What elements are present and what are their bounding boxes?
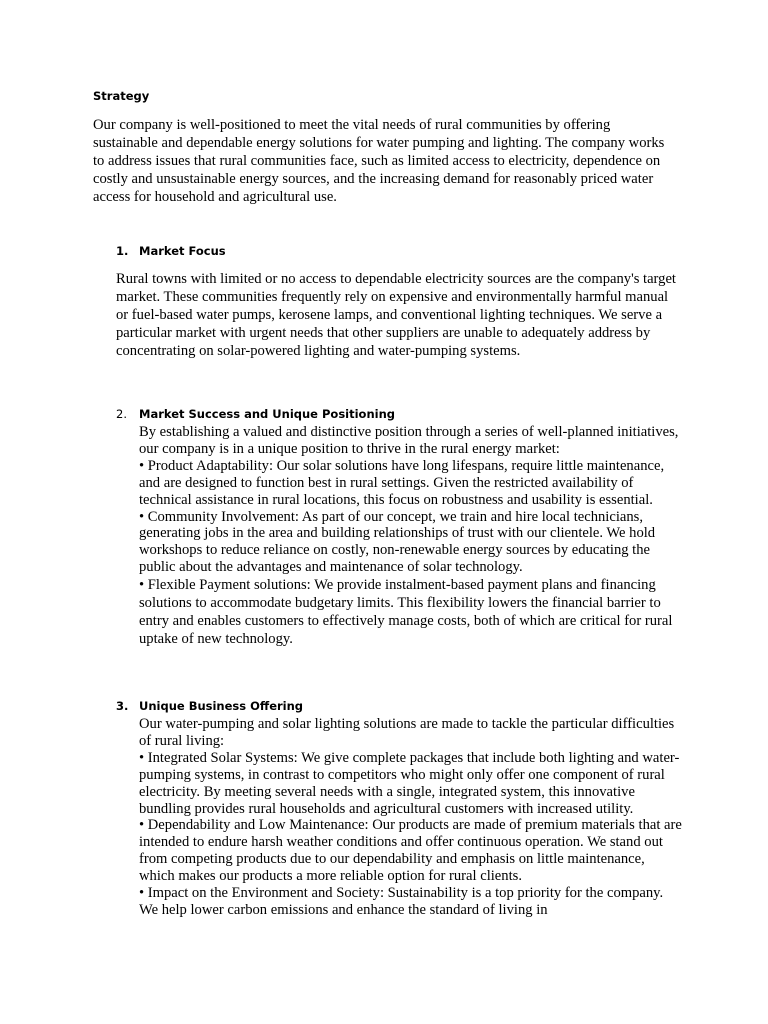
section-intro: Our water-pumping and solar lighting solutions are made to tackle the particular difficulties of rural living: [139, 716, 675, 749]
section-paragraph-market-focus: Rural towns with limited or no access to dependable electricity sources are the company's target market. These communities frequently rely on expensive and environmentally harmful manual or fuel-based water pumps, kerosene lamps, and conventional lighting techniques. We serve a particular market with urgent needs that other suppliers are unable to adequately address by concentrating on solar-powered lighting and water-pumping systems. [116, 271, 676, 359]
section-intro: By establishing a valued and distinctive position through a series of well-planned initiatives, our company is in a unique position to thrive in the rural energy market: [139, 424, 679, 457]
section-body-market-success [139, 424, 684, 648]
section-heading-unique-offering: Unique Business Offering [139, 699, 304, 713]
section-heading-market-focus: Market Focus [139, 244, 226, 258]
page-title: Strategy [93, 89, 150, 103]
bullet-item: • Impact on the Environment and Society: Sustainability is a top priority for the company. We help lower carbon emissions and enhance the standard of living in [139, 885, 664, 918]
bullet-item: • Product Adaptability: Our solar solutions have long lifespans, require little maintenance, and are designed to function best in rural settings. Given the restricted availability of technical assistance in rural locations, this focus on robustness and usability is essential. [139, 457, 665, 508]
section-body-unique-offering [139, 716, 684, 919]
bullet-item: • Flexible Payment solutions: We provide instalment-based payment plans and financing solutions to accommodate budgetary limits. This flexibility lowers the financial barrier to entry and enables customers to effectively manage costs, both of which are critical for rural uptake of new technology. [139, 577, 673, 648]
section-number: 3. [116, 699, 129, 713]
section-number: 1. [116, 244, 129, 258]
bullet-item: • Integrated Solar Systems: We give complete packages that include both lighting and water-pumping systems, in contrast to competitors who might only offer one component of rural electricity. By meeting several needs with a single, integrated system, this innovative bundling provides rural households and agricultural customers with increased utility. [139, 749, 680, 817]
section-heading-market-success: Market Success and Unique Positioning [139, 407, 395, 421]
bullet-item: • Community Involvement: As part of our concept, we train and hire local technicians, generating jobs in the area and building relationships of trust with our clientele. We hold workshops to reduce reliance on costly, non-renewable energy sources by educating the public about the advantages and maintenance of solar technology. [139, 508, 656, 576]
intro-paragraph: Our company is well-positioned to meet the vital needs of rural communities by offering sustainable and dependable energy solutions for water pumping and lighting. The company works to address issues that rural communities face, such as limited access to electricity, dependence on costly and unsustainable energy sources, and the increasing demand for reasonably priced water access for household and agricultural use. [93, 117, 665, 205]
bullet-item: • Dependability and Low Maintenance: Our products are made of premium materials that are intended to endure harsh weather conditions and offer continuous operation. We stand out from competing products due to our dependability and emphasis on little maintenance, which makes our products a more reliable option for rural clients. [139, 817, 682, 885]
section-number: 2. [116, 407, 127, 421]
